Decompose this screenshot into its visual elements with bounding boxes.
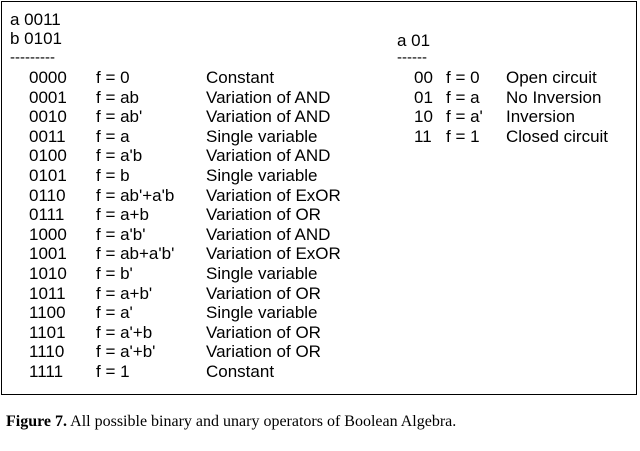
caption-text: All possible binary and unary operators of Boolean Algebra. [67, 413, 457, 430]
binary-bits: 0000 [29, 68, 67, 87]
binary-desc: Single variable [206, 263, 318, 283]
binary-desc: Single variable [206, 165, 318, 185]
binary-fn: f = a'+b' [96, 342, 156, 362]
binary-bits: 0110 [29, 185, 66, 205]
binary-desc: Single variable [206, 126, 318, 146]
binary-fn: f = a [96, 126, 130, 146]
figure-box [1, 1, 637, 395]
binary-desc: Constant [206, 68, 275, 87]
binary-desc: Variation of AND [206, 146, 331, 166]
binary-fn: f = 0 [96, 68, 130, 87]
binary-bits: 1011 [29, 283, 66, 303]
binary-fn: f = ab+a'b' [96, 244, 175, 264]
unary-bits: 00 [414, 68, 433, 87]
unary-fn: f = a' [446, 107, 483, 127]
binary-bits: 1100 [29, 303, 66, 323]
unary-divider: ------ [397, 49, 427, 66]
unary-bits: 11 [414, 126, 432, 146]
binary-bits: 0101 [29, 165, 67, 185]
binary-bits: 0010 [29, 107, 67, 127]
binary-desc: Variation of OR [206, 205, 321, 225]
binary-divider: --------- [10, 49, 55, 66]
binary-bits: 1000 [29, 224, 67, 244]
binary-fn: f = a+b' [96, 283, 153, 303]
binary-fn: f = ab' [96, 107, 143, 127]
figure-caption [6, 413, 456, 431]
binary-bits: 0100 [29, 146, 67, 166]
unary-desc: Inversion [506, 107, 575, 127]
unary-fn: f = 0 [446, 68, 480, 87]
binary-bits: 0111 [29, 205, 65, 225]
unary-desc: No Inversion [506, 87, 602, 107]
binary-bits: 0001 [29, 87, 67, 107]
unary-bits: 10 [414, 107, 433, 127]
binary-header-a: a 0011 [10, 10, 61, 29]
binary-fn: f = b [96, 165, 130, 185]
binary-desc: Variation of OR [206, 322, 321, 342]
unary-bits: 01 [414, 87, 433, 107]
unary-fn: f = 1 [446, 126, 480, 146]
unary-header-a: a 01 [397, 31, 431, 50]
binary-desc: Variation of OR [206, 342, 321, 362]
binary-bits: 1110 [29, 342, 65, 362]
binary-bits: 0011 [29, 126, 66, 146]
unary-fn: f = a [446, 87, 480, 107]
binary-fn: f = a'+b [96, 322, 153, 342]
binary-fn: f = a+b [96, 205, 149, 225]
binary-bits: 1001 [29, 244, 67, 264]
unary-desc: Open circuit [506, 68, 597, 87]
binary-bits: 1111 [29, 361, 64, 381]
caption-label: Figure 7. [6, 413, 68, 430]
binary-desc: Variation of AND [206, 107, 331, 127]
binary-desc: Variation of OR [206, 283, 321, 303]
binary-bits: 1010 [29, 263, 67, 283]
unary-desc: Closed circuit [506, 126, 609, 146]
binary-fn: f = a' [96, 303, 133, 323]
binary-fn: f = 1 [96, 361, 130, 381]
binary-fn: f = b' [96, 263, 133, 283]
binary-fn: f = a'b' [96, 224, 146, 244]
binary-desc: Variation of AND [206, 87, 331, 107]
binary-fn: f = a'b [96, 146, 143, 166]
binary-header-b: b 0101 [10, 29, 62, 48]
binary-desc: Variation of ExOR [206, 244, 341, 264]
binary-fn: f = ab'+a'b [96, 185, 175, 205]
binary-fn: f = ab [96, 87, 140, 107]
binary-desc: Variation of AND [206, 224, 331, 244]
binary-desc: Constant [206, 361, 275, 381]
binary-desc: Variation of ExOR [206, 185, 341, 205]
binary-desc: Single variable [206, 303, 318, 323]
binary-bits: 1101 [29, 322, 66, 342]
